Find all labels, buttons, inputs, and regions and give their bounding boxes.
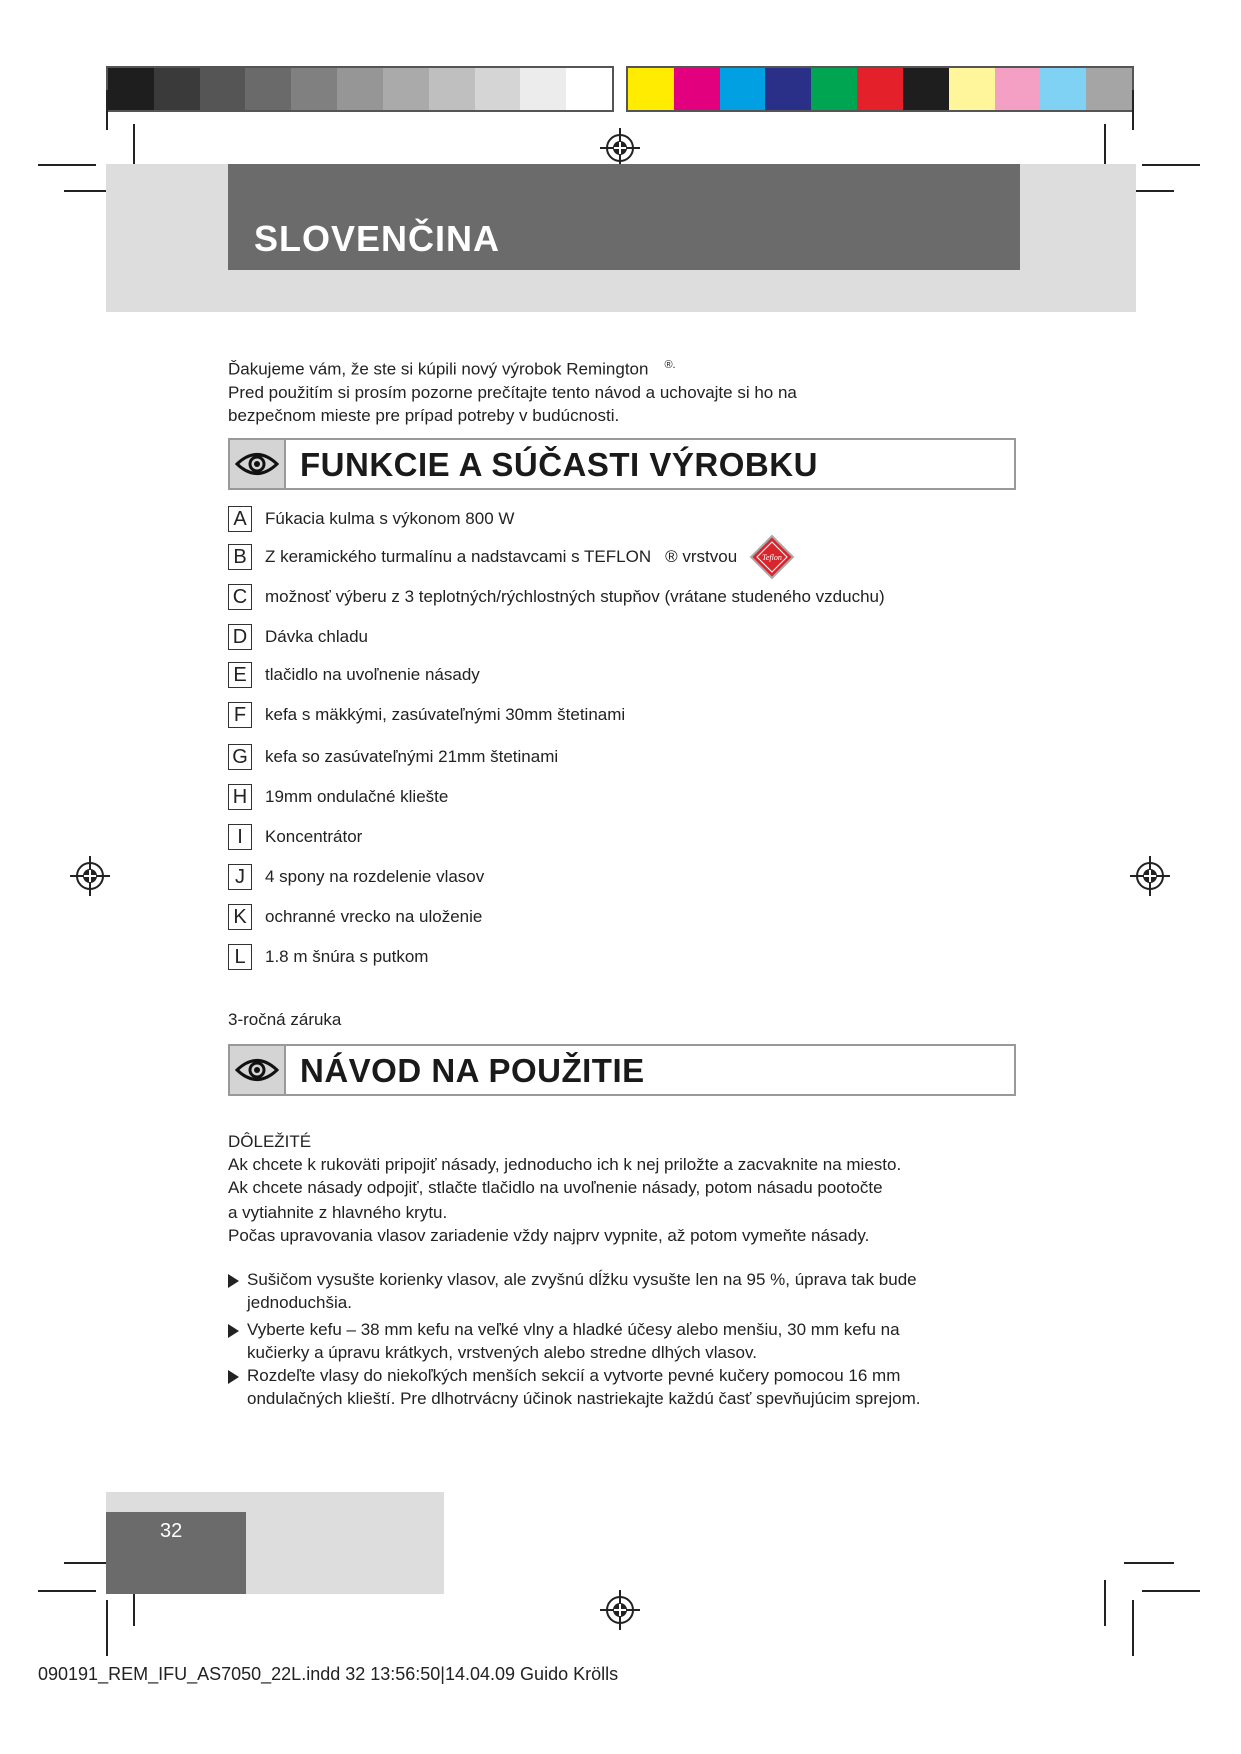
page-title: SLOVENČINA [254,218,501,259]
crop-mark [1132,90,1134,130]
color-swatch [475,68,521,110]
registration-mark-icon [1130,856,1170,896]
item-letter: L [228,944,252,970]
item-letter: J [228,864,252,890]
color-swatch [108,68,154,110]
color-swatch [1040,68,1086,110]
crop-mark [1142,1590,1200,1592]
crop-mark [1124,1562,1174,1564]
color-swatch [429,68,475,110]
color-swatch [628,68,674,110]
item-letter: I [228,824,252,850]
list-item [228,506,514,532]
teflon-logo-icon [749,534,795,580]
item-text: Z keramického turmalínu a nadstavcami s TEFLON [265,547,652,566]
color-bar [626,66,1134,112]
item-text: kefa so zasúvateľnými 21mm štetinami [265,747,559,766]
section-title: NÁVOD NA POUŽITIE [300,1052,645,1089]
registration-mark-icon [600,128,640,168]
item-letter: G [228,744,252,770]
important-line: a vytiahnite z hlavného krytu. [228,1203,448,1222]
bullet-line: kučierky a úpravu krátkych, vrstvených alebo stredne dlhých vlasov. [247,1343,757,1362]
section-title: FUNKCIE A SÚČASTI VÝROBKU [300,446,818,483]
color-swatch [337,68,383,110]
list-item [228,864,484,890]
intro-line: bezpečnom mieste pre prípad potreby v budúcnosti. [228,405,620,425]
registration-mark-icon [600,1590,640,1630]
item-text: 19mm ondulačné kliešte [265,787,449,806]
item-letter: K [228,904,252,930]
item-text: 4 spony na rozdelenie vlasov [265,867,485,886]
list-item [228,702,625,728]
intro-line: Pred použitím si prosím pozorne prečítajte tento návod a uchovajte si ho na [228,382,797,402]
item-letter: C [228,584,252,610]
list-item [228,662,480,688]
color-swatch [674,68,720,110]
color-swatch [995,68,1041,110]
item-text: tlačidlo na uvoľnenie násady [265,665,480,684]
page-number: 32 [160,1520,183,1542]
item-text: Koncentrátor [265,827,363,846]
registered-mark: ®. [664,359,676,371]
item-text: kefa s mäkkými, zasúvateľnými 30mm štetinami [265,705,626,724]
item-letter: D [228,624,252,650]
list-item [228,544,795,570]
section-header-features [228,438,1016,490]
crop-mark [38,1590,96,1592]
bullet-arrow-icon [228,1324,239,1338]
color-swatch [291,68,337,110]
bullet-line: Rozdeľte vlasy do niekoľkých menších sekcií a vytvorte pevné kučery pomocou 16 mm [247,1366,901,1385]
list-item [228,944,428,970]
color-swatch [566,68,612,110]
bullet-line: Sušičom vysušte korienky vlasov, ale zvyšnú dĺžku vysušte len na 95 %, úprava tak bude [247,1270,917,1289]
list-item [228,624,368,650]
registration-mark-icon [70,856,110,896]
item-suffix: ® vrstvou [665,547,738,566]
color-swatch [200,68,246,110]
warranty-text: 3-ročná záruka [228,1010,342,1029]
color-swatch [903,68,949,110]
color-swatch [383,68,429,110]
important-line: Ak chcete k rukoväti pripojiť násady, jednoducho ich k nej priložte a zacvaknite na miesto. [228,1155,902,1174]
crop-mark [106,90,108,130]
bullet-item [228,1268,988,1314]
color-swatch [520,68,566,110]
print-slug: 090191_REM_IFU_AS7050_22L.indd 32 13:56:50|14.04.09 Guido Krölls [38,1664,619,1684]
bullet-arrow-icon [228,1370,239,1384]
color-swatch [245,68,291,110]
list-item [228,584,885,610]
list-item [228,744,558,770]
important-block [228,1130,901,1247]
important-line: Ak chcete násady odpojiť, stlačte tlačidlo na uvoľnenie násady, potom násadu pootočte [228,1178,883,1197]
crop-mark [106,1600,108,1656]
color-swatch [949,68,995,110]
teflon-logo-text: Teflon [762,553,783,562]
item-text: Dávka chladu [265,627,369,646]
list-item [228,904,482,930]
important-heading: DÔLEŽITÉ [228,1132,312,1151]
color-swatch [1086,68,1132,110]
item-text: ochranné vrecko na uloženie [265,907,483,926]
eye-icon [230,440,286,488]
item-letter: F [228,702,252,728]
crop-mark [1142,164,1200,166]
color-swatch [765,68,811,110]
color-swatch [811,68,857,110]
item-letter: A [228,506,252,532]
color-swatch [154,68,200,110]
bullet-line: Vyberte kefu – 38 mm kefu na veľké vlny a hladké účesy alebo menšiu, 30 mm kefu na [247,1320,900,1339]
list-item [228,824,362,850]
bullet-item [228,1364,988,1410]
item-text: Fúkacia kulma s výkonom 800 W [265,509,515,528]
color-swatch [857,68,903,110]
item-letter: B [228,544,252,570]
crop-mark [38,164,96,166]
item-letter: E [228,662,252,688]
intro-text [228,354,797,427]
bullet-arrow-icon [228,1274,239,1288]
bullet-line: ondulačných klieští. Pre dlhotrvácny účinok nastriekajte každú časť spevňujúcim sprejom. [247,1389,921,1408]
color-swatch [720,68,766,110]
important-line: Počas upravovania vlasov zariadenie vždy najprv vypnite, až potom vymeňte násady. [228,1226,870,1245]
crop-mark [1104,1580,1106,1626]
item-text: možnosť výberu z 3 teplotných/rýchlostných stupňov (vrátane studeného vzduchu) [265,587,885,606]
eye-icon [230,1046,286,1094]
intro-line: Ďakujeme vám, že ste si kúpili nový výrobok Remington [228,359,649,379]
bullet-line: jednoduchšia. [247,1293,352,1312]
item-text: 1.8 m šnúra s putkom [265,947,429,966]
grayscale-bar [106,66,614,112]
bullet-item [228,1318,988,1364]
section-header-instructions [228,1044,1016,1096]
list-item [228,784,448,810]
item-letter: H [228,784,252,810]
crop-mark [1132,1600,1134,1656]
